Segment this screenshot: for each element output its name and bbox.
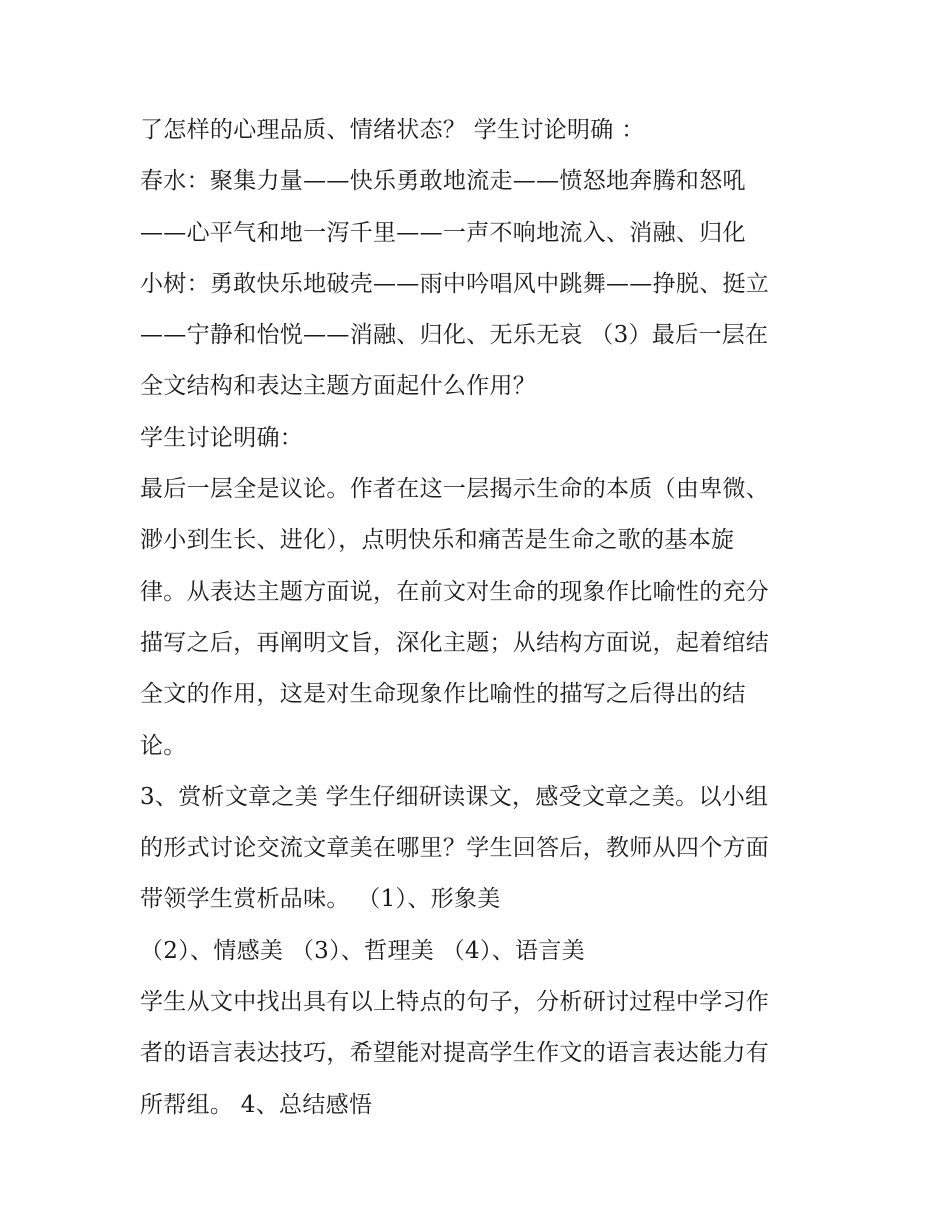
text-line: 渺小到生长、进化），点明快乐和痛苦是生命之歌的基本旋 — [140, 527, 735, 554]
text-line: 描写之后，再阐明文旨，深化主题；从结构方面说，起着绾结 — [140, 629, 770, 656]
text-line: ——心平气和地一泻千里——一声不响地流入、消融、归化 — [140, 219, 746, 246]
text-line: 带领学生赏析品味。 （1）、形象美 — [140, 886, 501, 913]
text-line: 的形式讨论交流文章美在哪里？学生回答后，教师从四个方面 — [140, 835, 770, 862]
text-line: 律。从表达主题方面说，在前文对生命的现象作比喻性的充分 — [140, 578, 770, 605]
text-line: 了怎样的心理品质、情绪状态？ 学生讨论明确 ： — [140, 117, 645, 143]
text-line: （2）、情感美 （3）、哲理美 （4）、语言美 — [140, 937, 585, 964]
text-line: 学生讨论明确： — [140, 424, 304, 451]
text-line: 小树：勇敢快乐地破壳——雨中吟唱风中跳舞——挣脱、挺立 — [140, 270, 770, 297]
text-line: 论。 — [140, 732, 187, 759]
text-line: 3、赏析文章之美 学生仔细研读课文，感受文章之美。以小组 — [140, 783, 769, 810]
text-line: 春水：聚集力量——快乐勇敢地流走——愤怒地奔腾和怒吼 — [140, 168, 746, 195]
text-line: ——宁静和怡悦——消融、归化、无乐无哀 （3）最后一层在 — [140, 322, 769, 349]
text-line: 最后一层全是议论。作者在这一层揭示生命的本质（由卑微、 — [140, 476, 770, 503]
text-line: 者的语言表达技巧，希望能对提高学生作文的语言表达能力有 — [140, 1040, 770, 1067]
text-line: 全文的作用，这是对生命现象作比喻性的描写之后得出的结 — [140, 681, 746, 708]
text-line: 所帮组。 4、总结感悟 — [140, 1091, 373, 1118]
document-body — [140, 105, 820, 1131]
text-line: 全文结构和表达主题方面起什么作用？ — [140, 373, 537, 400]
text-line: 学生从文中找出具有以上特点的句子，分析研讨过程中学习作 — [140, 989, 770, 1016]
